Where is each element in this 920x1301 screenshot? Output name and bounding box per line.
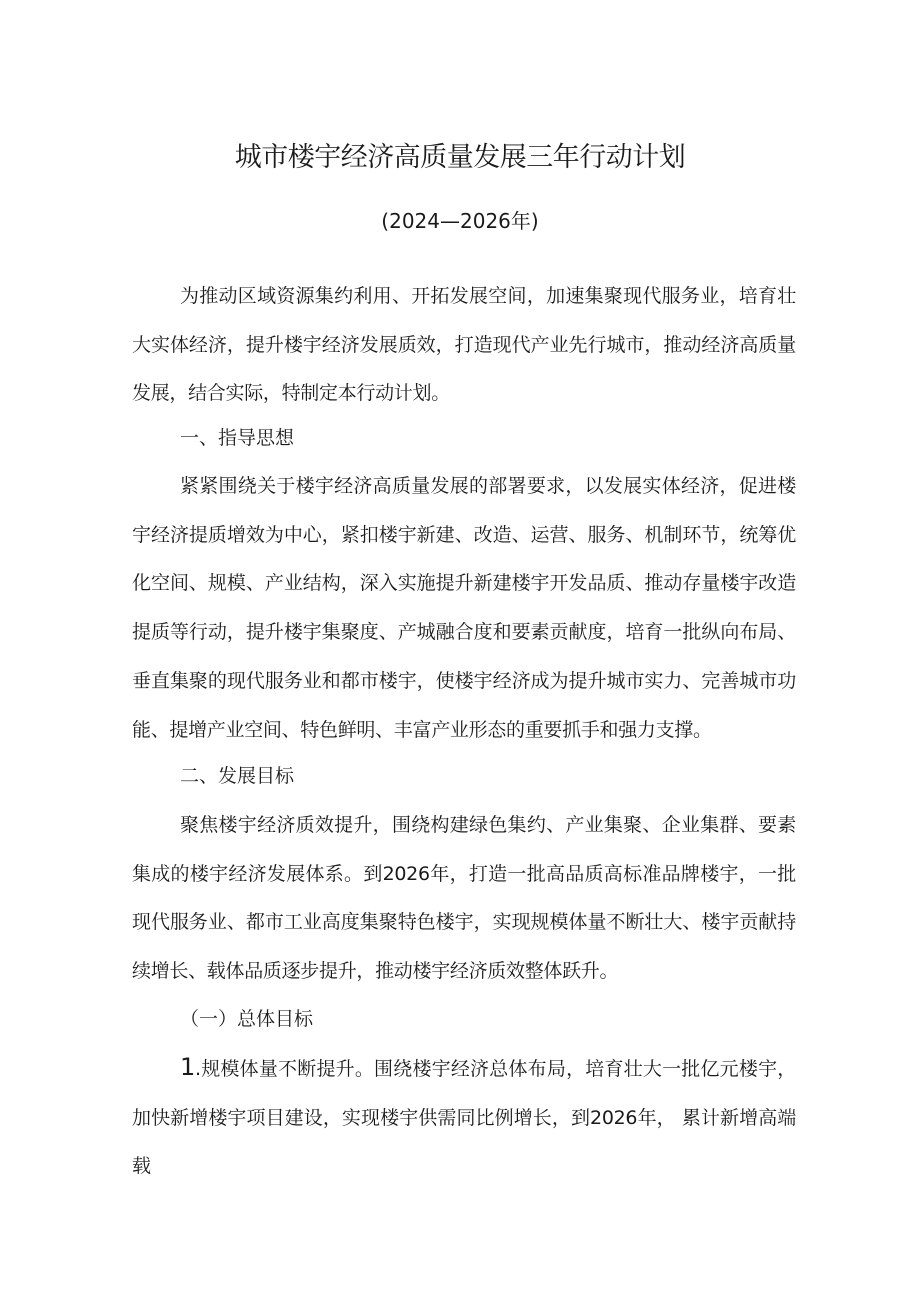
goal-item-1-paragraph (132, 1043, 796, 1191)
goal-item-1-number: 1 (180, 1053, 195, 1081)
guiding-ideology-paragraph: 紧紧围绕关于楼宇经济高质量发展的部署要求，以发展实体经济，促进楼宇经济提质增效为中心，紧扣楼宇新建、改造、运营、服务、机制环节，统筹优化空间、规模、产业结构，深入实施提升新建楼宇开发品质、推动存量楼宇改造提质等行动，提升楼宇集聚度、产城融合度和要素贡献度，培育一批纵向布局、垂直集聚的现代服务业和都市楼宇，使楼宇经济成为提升城市实力、完善城市功能、提增产业空间、特色鲜明、丰富产业形态的重要抓手和强力支撑。 (132, 475, 796, 741)
intro-paragraph: 为推动区域资源集约利用、开拓发展空间，加速集聚现代服务业，培育壮大实体经济，提升楼宇经济发展质效，打造现代产业先行城市，推动经济高质量发展，结合实际，特制定本行动计划。 (132, 285, 796, 405)
subsection-heading-overall-goals: （一）总体目标 (180, 1008, 314, 1030)
document-title: 城市楼宇经济高质量发展三年行动计划 (234, 142, 686, 173)
section-heading-development-goals: 二、发展目标 (180, 765, 295, 787)
section-heading-guiding-ideology: 一、指导思想 (180, 427, 295, 449)
development-goals-paragraph: 聚焦楼宇经济质效提升，围绕构建绿色集约、产业集聚、企业集群、要素集成的楼宇经济发展体系。到2026年，打造一批高品质高标准品牌楼宇，一批现代服务业、都市工业高度集聚特色楼宇，实现规模体量不断壮大、楼宇贡献持续增长、载体品质逐步提升，推动楼宇经济质效整体跃升。 (132, 814, 796, 983)
document-subtitle: (2024—2026年) (381, 209, 539, 233)
goal-item-1-text: .规模体量不断提升。围绕楼宇经济总体布局，培育壮大一批亿元楼宇，加快新增楼宇项目建设，实现楼宇供需同比例增长，到2026年， 累计新增高端载 (132, 1058, 796, 1178)
